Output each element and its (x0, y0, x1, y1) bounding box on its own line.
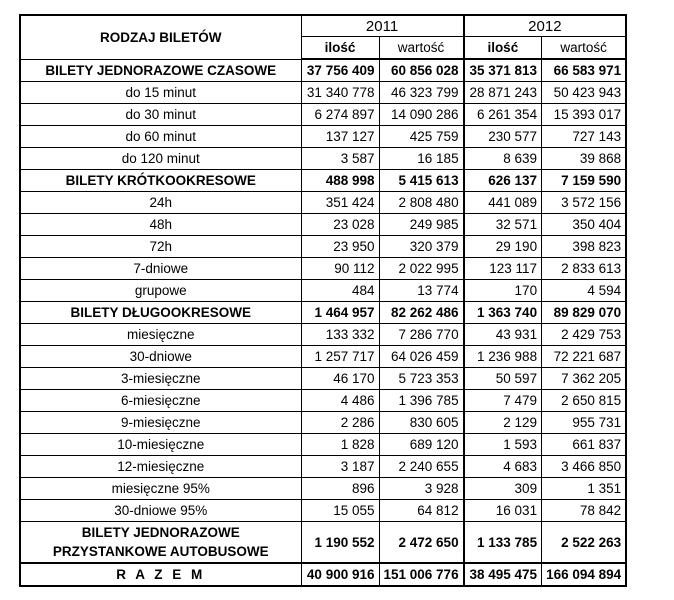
cell-qty-2011: 1 828 (301, 434, 379, 456)
row-name: do 30 minut (20, 104, 301, 126)
table-row (20, 390, 626, 412)
row-name: do 60 minut (20, 126, 301, 148)
table-row (20, 456, 626, 478)
cell-value-2012: 72 221 687 (542, 346, 627, 368)
cell-value-2012: 1 351 (542, 478, 627, 500)
cell-value-2011: 2 808 480 (379, 192, 464, 214)
cell-qty-2011: 23 028 (301, 214, 379, 236)
header-year-2012: 2012 (464, 15, 627, 37)
cell-value-2011: 2 240 655 (379, 456, 464, 478)
row-name: miesięczne 95% (20, 478, 301, 500)
cell-qty-2012: 170 (464, 280, 542, 302)
cell-value-2012: 39 868 (542, 148, 627, 170)
row-name-line1: BILETY JEDNORAZOWE (81, 525, 240, 540)
table-row (20, 368, 626, 390)
cell-qty-2011: 23 950 (301, 236, 379, 258)
row-name: grupowe (20, 280, 301, 302)
cell-value-2012: 2 833 613 (542, 258, 627, 280)
row-name: do 120 minut (20, 148, 301, 170)
cell-qty-2011: 31 340 778 (301, 82, 379, 104)
cell-qty-2012: 32 571 (464, 214, 542, 236)
cell-value-2012: 727 143 (542, 126, 627, 148)
cell-qty-2012: 8 639 (464, 148, 542, 170)
cell-qty-2012: 1 133 785 (464, 522, 542, 564)
header-value-2011: wartość (379, 37, 464, 60)
cell-qty-2011: 46 170 (301, 368, 379, 390)
header-year-2011: 2011 (301, 15, 464, 37)
cell-value-2011: 60 856 028 (379, 59, 464, 82)
row-name: miesięczne (20, 324, 301, 346)
cell-qty-2012: 50 597 (464, 368, 542, 390)
cell-qty-2011: 351 424 (301, 192, 379, 214)
total-qty-2012: 38 495 475 (464, 563, 542, 586)
cell-qty-2012: 123 117 (464, 258, 542, 280)
cell-qty-2011: 3 187 (301, 456, 379, 478)
cell-value-2012: 89 829 070 (542, 302, 627, 324)
cell-value-2011: 64 026 459 (379, 346, 464, 368)
cell-qty-2011: 3 587 (301, 148, 379, 170)
cell-qty-2012: 1 236 988 (464, 346, 542, 368)
table-row (20, 434, 626, 456)
cell-qty-2012: 4 683 (464, 456, 542, 478)
cell-qty-2011: 6 274 897 (301, 104, 379, 126)
cell-value-2011: 1 396 785 (379, 390, 464, 412)
cell-value-2011: 7 286 770 (379, 324, 464, 346)
cell-qty-2011: 488 998 (301, 170, 379, 192)
cell-value-2012: 398 823 (542, 236, 627, 258)
total-value-2012: 166 094 894 (542, 563, 627, 586)
cell-value-2011: 2 472 650 (379, 522, 464, 564)
table-row (20, 214, 626, 236)
cell-qty-2012: 29 190 (464, 236, 542, 258)
ticket-sales-table (19, 14, 627, 587)
cell-qty-2011: 133 332 (301, 324, 379, 346)
table-row (20, 126, 626, 148)
cell-qty-2011: 484 (301, 280, 379, 302)
cell-qty-2011: 15 055 (301, 500, 379, 522)
cell-value-2011: 46 323 799 (379, 82, 464, 104)
row-name: BILETY DŁUGOOKRESOWE (20, 302, 301, 324)
cell-value-2012: 2 650 815 (542, 390, 627, 412)
ticket-table-container (19, 14, 627, 587)
header-qty-2011: ilość (301, 37, 379, 60)
cell-qty-2012: 230 577 (464, 126, 542, 148)
row-name: do 15 minut (20, 82, 301, 104)
header-qty-2012: ilość (464, 37, 542, 60)
cell-qty-2011: 37 756 409 (301, 59, 379, 82)
cell-value-2012: 3 572 156 (542, 192, 627, 214)
cell-value-2011: 320 379 (379, 236, 464, 258)
cell-value-2012: 66 583 971 (542, 59, 627, 82)
table-row (20, 280, 626, 302)
table-row (20, 412, 626, 434)
row-name: 9-miesięczne (20, 412, 301, 434)
table-row-total (20, 563, 626, 586)
cell-qty-2011: 90 112 (301, 258, 379, 280)
cell-value-2012: 15 393 017 (542, 104, 627, 126)
row-name-line2: PRZYSTANKOWE AUTOBUSOWE (52, 544, 269, 559)
cell-qty-2011: 1 190 552 (301, 522, 379, 564)
cell-qty-2011: 137 127 (301, 126, 379, 148)
cell-qty-2012: 43 931 (464, 324, 542, 346)
cell-qty-2012: 441 089 (464, 192, 542, 214)
cell-value-2012: 50 423 943 (542, 82, 627, 104)
table-row-stop-tickets (20, 522, 626, 564)
cell-qty-2011: 2 286 (301, 412, 379, 434)
total-value-2011: 151 006 776 (379, 563, 464, 586)
cell-qty-2011: 1 464 957 (301, 302, 379, 324)
cell-qty-2012: 7 479 (464, 390, 542, 412)
cell-value-2011: 13 774 (379, 280, 464, 302)
table-header (20, 15, 626, 59)
cell-value-2011: 16 185 (379, 148, 464, 170)
table-row (20, 346, 626, 368)
cell-qty-2012: 35 371 813 (464, 59, 542, 82)
row-name: 10-miesięczne (20, 434, 301, 456)
cell-value-2012: 78 842 (542, 500, 627, 522)
cell-qty-2012: 6 261 354 (464, 104, 542, 126)
row-name: BILETY JEDNORAZOWE CZASOWE (20, 59, 301, 82)
cell-qty-2012: 16 031 (464, 500, 542, 522)
total-label: R A Z E M (20, 563, 301, 586)
cell-value-2011: 689 120 (379, 434, 464, 456)
row-name: 7-dniowe (20, 258, 301, 280)
table-row (20, 324, 626, 346)
cell-qty-2012: 2 129 (464, 412, 542, 434)
cell-value-2011: 14 090 286 (379, 104, 464, 126)
cell-value-2012: 350 404 (542, 214, 627, 236)
cell-value-2011: 5 723 353 (379, 368, 464, 390)
cell-value-2012: 7 159 590 (542, 170, 627, 192)
table-row-category (20, 170, 626, 192)
cell-qty-2012: 626 137 (464, 170, 542, 192)
row-name: 3-miesięczne (20, 368, 301, 390)
cell-value-2012: 2 522 263 (542, 522, 627, 564)
cell-value-2012: 4 594 (542, 280, 627, 302)
cell-qty-2012: 1 363 740 (464, 302, 542, 324)
row-name: 30-dniowe (20, 346, 301, 368)
row-name: 48h (20, 214, 301, 236)
cell-value-2012: 661 837 (542, 434, 627, 456)
table-row (20, 192, 626, 214)
row-name: BILETY KRÓTKOOKRESOWE (20, 170, 301, 192)
row-name: 24h (20, 192, 301, 214)
cell-qty-2011: 4 486 (301, 390, 379, 412)
cell-value-2012: 7 362 205 (542, 368, 627, 390)
table-row (20, 478, 626, 500)
cell-value-2011: 425 759 (379, 126, 464, 148)
row-name: 6-miesięczne (20, 390, 301, 412)
cell-value-2011: 249 985 (379, 214, 464, 236)
row-name: 30-dniowe 95% (20, 500, 301, 522)
cell-value-2011: 82 262 486 (379, 302, 464, 324)
cell-qty-2011: 1 257 717 (301, 346, 379, 368)
table-row (20, 104, 626, 126)
cell-qty-2012: 1 593 (464, 434, 542, 456)
row-name: 72h (20, 236, 301, 258)
cell-value-2011: 3 928 (379, 478, 464, 500)
cell-value-2012: 2 429 753 (542, 324, 627, 346)
cell-value-2012: 3 466 850 (542, 456, 627, 478)
cell-value-2012: 955 731 (542, 412, 627, 434)
cell-qty-2011: 896 (301, 478, 379, 500)
header-value-2012: wartość (542, 37, 627, 60)
table-row (20, 500, 626, 522)
cell-qty-2012: 28 871 243 (464, 82, 542, 104)
table-row (20, 258, 626, 280)
header-ticket-type: RODZAJ BILETÓW (20, 15, 301, 59)
table-row (20, 148, 626, 170)
row-name: 12-miesięczne (20, 456, 301, 478)
table-row-category (20, 302, 626, 324)
table-body (20, 59, 626, 586)
cell-value-2011: 5 415 613 (379, 170, 464, 192)
cell-value-2011: 2 022 995 (379, 258, 464, 280)
table-row (20, 82, 626, 104)
row-name (20, 522, 301, 564)
total-qty-2011: 40 900 916 (301, 563, 379, 586)
table-row-category (20, 59, 626, 82)
cell-value-2011: 830 605 (379, 412, 464, 434)
table-row (20, 236, 626, 258)
cell-qty-2012: 309 (464, 478, 542, 500)
cell-value-2011: 64 812 (379, 500, 464, 522)
